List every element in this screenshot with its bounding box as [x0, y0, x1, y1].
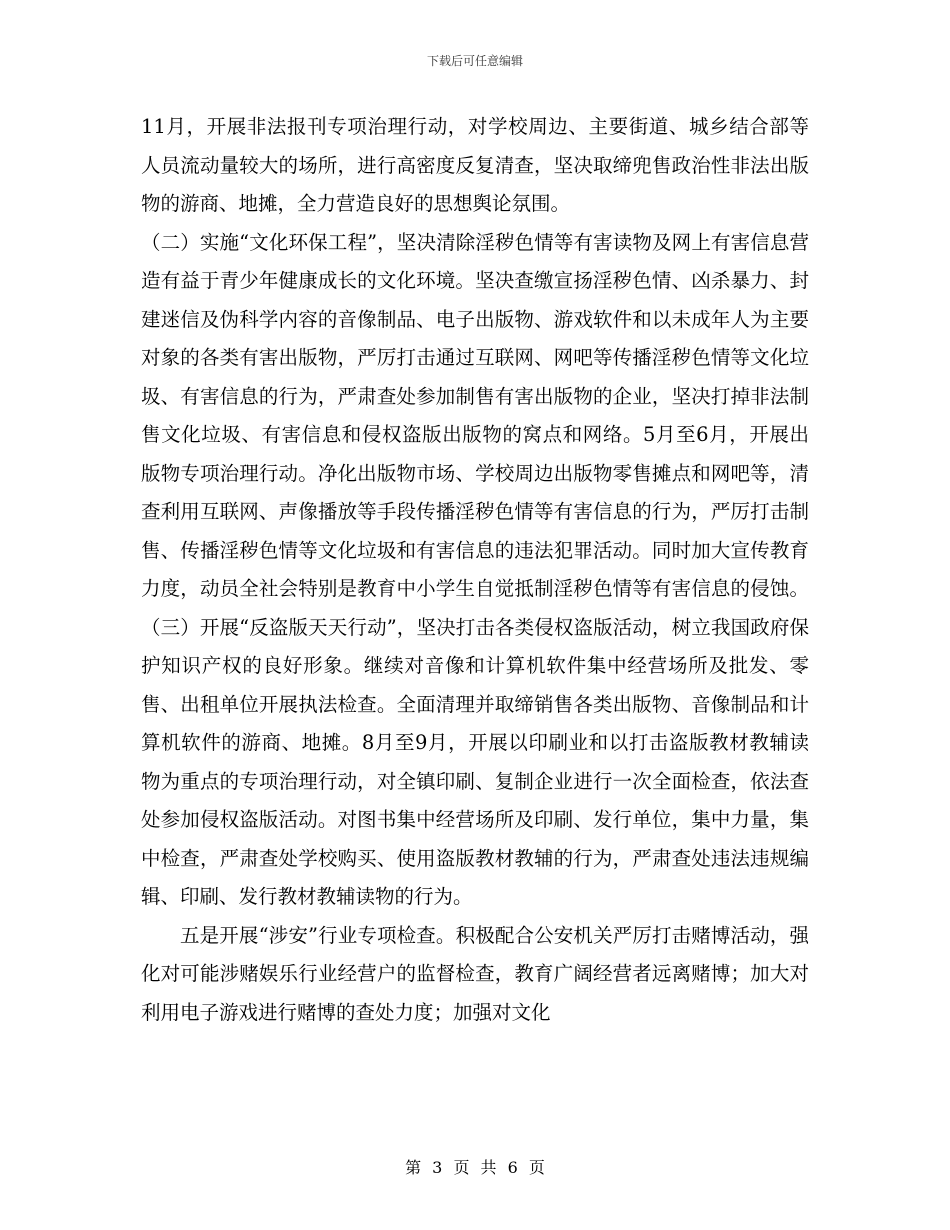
paragraph-2: （二）实施“文化环保工程”，坚决清除淫秽色情等有害读物及网上有害信息营造有益于青少年健康成长的文化环境。坚决查缴宣扬淫秽色情、凶杀暴力、封建迷信及伪科学内容的音像制品、电子出版物、游戏软件和以未成年人为主要对象的各类有害出版物，严厉打击通过互联网、网吧等传播淫秽色情等文化垃圾、有害信息的行为，严肃查处参加制售有害出版物的企业，坚决打掉非法制售文化垃圾、有害信息和侵权盗版出版物的窝点和网络。5月至6月，开展出版物专项治理行动。净化出版物市场、学校周边出版物零售摊点和网吧等，清查利用互联网、声像播放等手段传播淫秽色情等有害信息的行为，严厉打击制售、传播淫秽色情等文化垃圾和有害信息的违法犯罪活动。同时加大宣传教育力度，动员全社会特别是教育中小学生自觉抵制淫秽色情等有害信息的侵蚀。（三）开展“反盗版天天行动”，坚决打击各类侵权盗版活动，树立我国政府保护知识产权的良好形象。继续对音像和计算机软件集中经营场所及批发、零售、出租单位开展执法检查。全面清理并取缔销售各类出版物、音像制品和计算机软件的游商、地摊。8月至9月，开展以印刷业和以打击盗版教材教辅读物为重点的专项治理行动，对全镇印刷、复制企业进行一次全面检查，依法查处参加侵权盗版活动。对图书集中经营场所及印刷、发行单位，集中力量，集中检查，严肃查处学校购买、使用盗版教材教辅的行为，严肃查处违法违规编辑、印刷、发行教材教辅读物的行为。	[141, 230, 809, 908]
paragraph-3: 五是开展“涉安”行业专项检查。积极配合公安机关严厉打击赌博活动，强化对可能涉赌娱乐行业经营户的监督检查，教育广阔经营者远离赌博；加大对利用电子游戏进行赌博的查处力度；加强对文化	[141, 923, 809, 1024]
header-note: 下载后可任意编辑	[426, 54, 523, 68]
document-body	[141, 108, 809, 1032]
page-number: 第 3 页 共 6 页	[405, 1158, 545, 1177]
paragraph-1: 11月，开展非法报刊专项治理行动，对学校周边、主要街道、城乡结合部等人员流动量较大的场所，进行高密度反复清查，坚决取缔兜售政治性非法出版物的游商、地摊，全力营造良好的思想舆论氛围。	[141, 115, 809, 215]
